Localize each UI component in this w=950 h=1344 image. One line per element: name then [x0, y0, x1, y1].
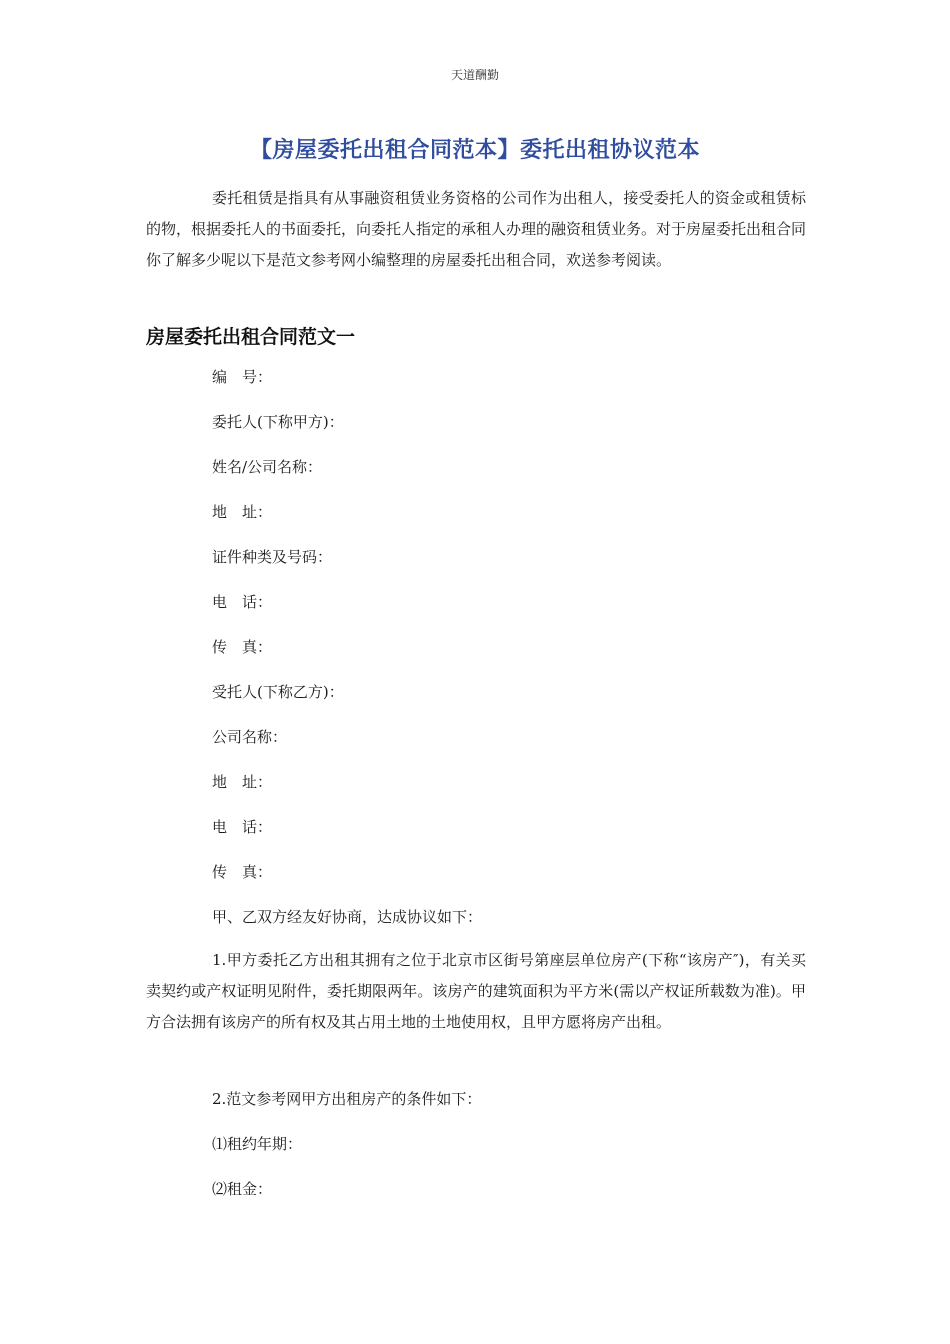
- field-fax-a: 传 真：: [212, 638, 273, 656]
- section-heading: 房屋委托出租合同范文一: [146, 326, 356, 348]
- field-trustee: 受托人(下称乙方)：: [212, 683, 344, 701]
- field-entrustor: 委托人(下称甲方)：: [212, 413, 344, 431]
- field-phone-a: 电 话：: [212, 593, 273, 611]
- field-id-type-number: 证件种类及号码：: [212, 548, 333, 566]
- clause-2: 2.范文参考网甲方出租房产的条件如下：: [212, 1090, 482, 1108]
- field-address-a: 地 址：: [212, 503, 273, 521]
- intro-paragraph: 委托租赁是指具有从事融资租赁业务资格的公司作为出租人，接受委托人的资金或租赁标的物，根据委托人的书面委托，向委托人指定的承租人办理的融资租赁业务。对于房屋委托出租合同你了解多少呢以下是范文参考网小编整理的房屋委托出租合同，欢送参考阅读。: [146, 189, 807, 269]
- clause-1: 1.甲方委托乙方出租其拥有之位于北京市区街号第座层单位房产(下称“该房产″)，有关买卖契约或产权证明见附件，委托期限两年。该房产的建筑面积为平方米(需以产权证所载数为准)。甲方合法拥有该房产的所有权及其占用土地的土地使用权，且甲方愿将房产出租。: [146, 951, 806, 1031]
- field-number: 编 号：: [212, 368, 273, 386]
- field-phone-b: 电 话：: [212, 818, 273, 836]
- clause-2-1: ⑴租约年期：: [212, 1135, 303, 1153]
- document-title: 【房屋委托出租合同范本】委托出租协议范本: [249, 138, 700, 163]
- clause-2-2: ⑵租金：: [212, 1180, 273, 1198]
- running-header: 天道酬勤: [450, 68, 499, 82]
- field-company-name: 公司名称：: [212, 728, 288, 746]
- field-address-b: 地 址：: [212, 773, 273, 791]
- field-fax-b: 传 真：: [212, 863, 273, 881]
- field-name-company: 姓名/公司名称：: [212, 458, 323, 476]
- agreement-intro: 甲、乙双方经友好协商，达成协议如下：: [212, 908, 483, 926]
